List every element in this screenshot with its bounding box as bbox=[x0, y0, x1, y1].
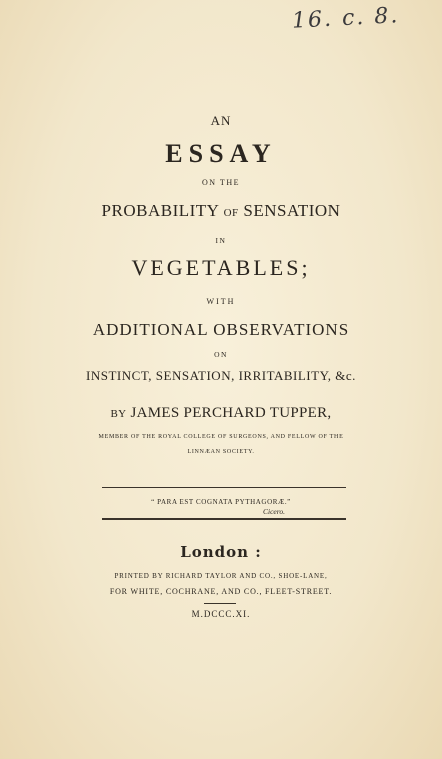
title-essay: ESSAY bbox=[165, 139, 277, 168]
title-instinct: INSTINCT, SENSATION, IRRITABILITY, &c. bbox=[86, 368, 356, 383]
divider-top bbox=[102, 487, 346, 488]
title-an: AN bbox=[210, 113, 232, 128]
title-on: ON bbox=[214, 350, 228, 359]
imprint-date: M.DCCC.XI. bbox=[191, 609, 251, 619]
title-on-the: ON THE bbox=[202, 178, 240, 187]
author-by: BY bbox=[110, 408, 127, 420]
epigraph-source: Cicero. bbox=[263, 507, 286, 516]
author-credentials-1: MEMBER OF THE ROYAL COLLEGE OF SURGEONS, AND FELLOW OF THE bbox=[98, 434, 344, 440]
title-sensation: SENSATION bbox=[243, 201, 341, 220]
author-name: JAMES PERCHARD TUPPER, bbox=[130, 405, 332, 421]
author-line bbox=[0, 405, 442, 422]
divider-bottom bbox=[102, 518, 346, 520]
imprint-publisher: FOR WHITE, COCHRANE, AND CO., FLEET-STREET. bbox=[109, 587, 333, 596]
title-probability: PROBABILITY bbox=[101, 201, 219, 220]
imprint-printer: PRINTED BY RICHARD TAYLOR AND CO., SHOE-LANE, bbox=[114, 572, 328, 580]
author-credentials-2: LINNÆAN SOCIETY. bbox=[187, 449, 255, 455]
title-with: WITH bbox=[206, 297, 236, 306]
title-probability-line bbox=[0, 201, 442, 221]
title-of: OF bbox=[223, 207, 239, 219]
imprint-rule bbox=[204, 603, 236, 604]
epigraph: “ PARA EST COGNATA PYTHAGORÆ.” bbox=[151, 498, 291, 506]
title-vegetables: VEGETABLES; bbox=[131, 255, 311, 280]
title-additional-observations: ADDITIONAL OBSERVATIONS bbox=[92, 320, 350, 339]
title-in: IN bbox=[215, 236, 227, 245]
imprint-place: London : bbox=[180, 543, 262, 561]
handwritten-shelfmark: 16. c. 8. bbox=[291, 3, 400, 34]
